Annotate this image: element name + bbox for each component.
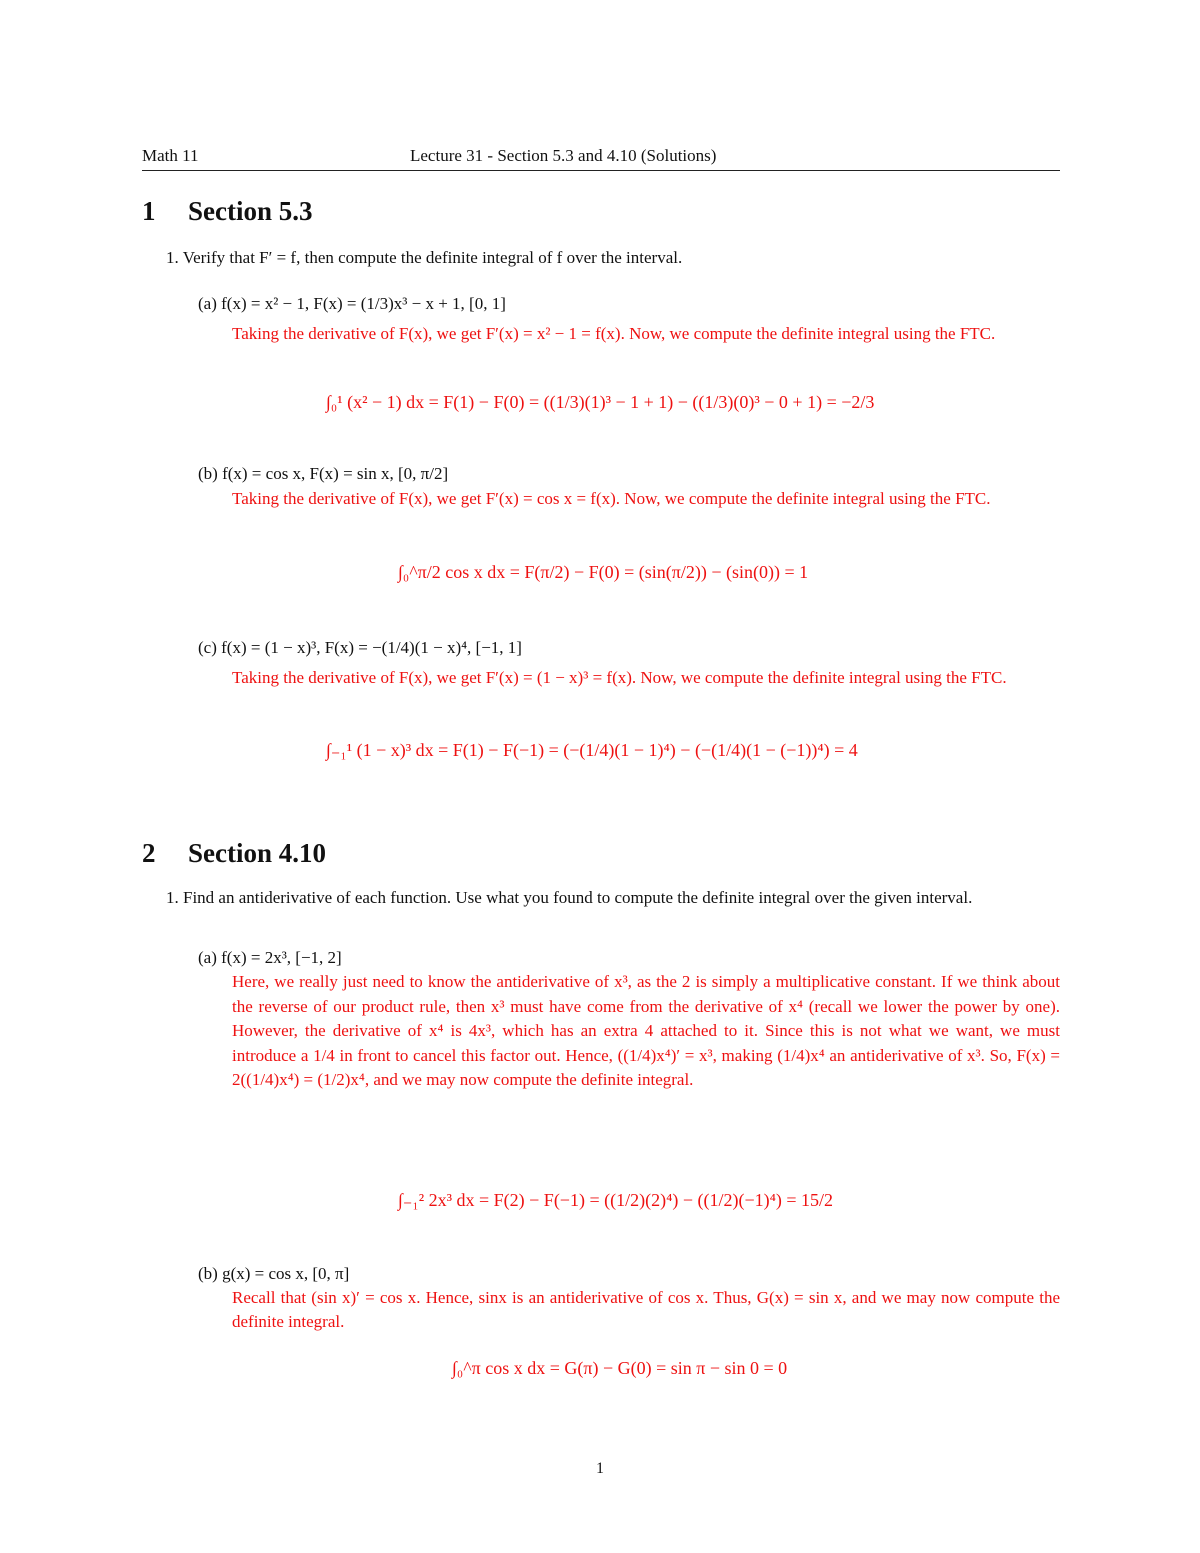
part-b-statement [198,1262,349,1286]
part-a-result: ∫₀¹ (x² − 1) dx = F(1) − F(0) = ((1/3)(1)³ − 1 + 1) − ((1/3)(0)³ − 0 + 1) = −2/3 [326,392,875,412]
part-statement: f(x) = x² − 1, F(x) = (1/3)x³ − x + 1, [0, 1] [221,294,506,313]
part-label: (a) [198,948,217,967]
course-name: Math 11 [142,146,199,165]
header-rule [142,170,1060,171]
section-heading [142,196,313,227]
part-statement: f(x) = cos x, F(x) = sin x, [0, π/2] [222,464,449,483]
part-c-solution: Taking the derivative of F(x), we get F′(x) = (1 − x)³ = f(x). Now, we compute the definite integral using the FTC. [232,668,1007,687]
part-label: (a) [198,294,217,313]
problem-statement: 1. Verify that F′ = f, then compute the definite integral of f over the interval. [166,248,683,267]
part-b-solution: Taking the derivative of F(x), we get F′(x) = cos x = f(x). Now, we compute the definite integral using the FTC. [232,489,991,508]
part-label: (b) [198,1264,218,1283]
page-header [142,146,1060,170]
section-heading [142,838,326,869]
part-statement: g(x) = cos x, [0, π] [222,1264,350,1283]
lecture-title: Lecture 31 - Section 5.3 and 4.10 (Solutions) [410,146,717,165]
part-b-solution: Recall that (sin x)′ = cos x. Hence, sinx is an antiderivative of cos x. Thus, G(x) = sin x, and we may now compute the definite integral. [232,1288,1060,1331]
part-b-result: ∫₀^π cos x dx = G(π) − G(0) = sin π − sin 0 = 0 [452,1358,788,1378]
part-label: (c) [198,638,217,657]
part-a-solution: Taking the derivative of F(x), we get F′(x) = x² − 1 = f(x). Now, we compute the definite integral using the FTC. [232,324,996,343]
part-statement: f(x) = (1 − x)³, F(x) = −(1/4)(1 − x)⁴, [−1, 1] [221,638,522,657]
part-c-result: ∫₋₁¹ (1 − x)³ dx = F(1) − F(−1) = (−(1/4)(1 − 1)⁴) − (−(1/4)(1 − (−1))⁴) = 4 [326,740,858,760]
part-b-result: ∫₀^π/2 cos x dx = F(π/2) − F(0) = (sin(π/2)) − (sin(0)) = 1 [398,562,809,582]
section-number: 1 [142,196,156,226]
part-b-statement [198,462,448,486]
section-title: Section 5.3 [188,196,313,226]
part-statement: f(x) = 2x³, [−1, 2] [221,948,342,967]
part-a-statement [198,946,342,970]
part-a-result: ∫₋₁² 2x³ dx = F(2) − F(−1) = ((1/2)(2)⁴) − ((1/2)(−1)⁴) = 15/2 [398,1190,834,1210]
part-a-solution: Here, we really just need to know the antiderivative of x³, as the 2 is simply a multiplicative constant. If we think about the reverse of our product rule, then x³ must have come from the derivative of x⁴ (recall we lower the power by one). However, the derivative of x⁴ is 4x³, which has an extra 4 attached to it. Since this is not what we want, we must introduce a 1/4 in front to cancel this factor out. Hence, ((1/4)x⁴)′ = x³, making (1/4)x⁴ an antiderivative of x³. So, F(x) = 2((1/4)x⁴) = (1/2)x⁴, and we may now compute the definite integral. [232,972,1060,1089]
section-number: 2 [142,838,156,868]
part-label: (b) [198,464,218,483]
section-title: Section 4.10 [188,838,326,868]
part-a-statement [198,292,506,316]
problem-statement: 1. Find an antiderivative of each function. Use what you found to compute the definite integral over the given interval. [166,888,973,907]
part-c-statement [198,636,522,660]
page-number: 1 [596,1460,604,1477]
